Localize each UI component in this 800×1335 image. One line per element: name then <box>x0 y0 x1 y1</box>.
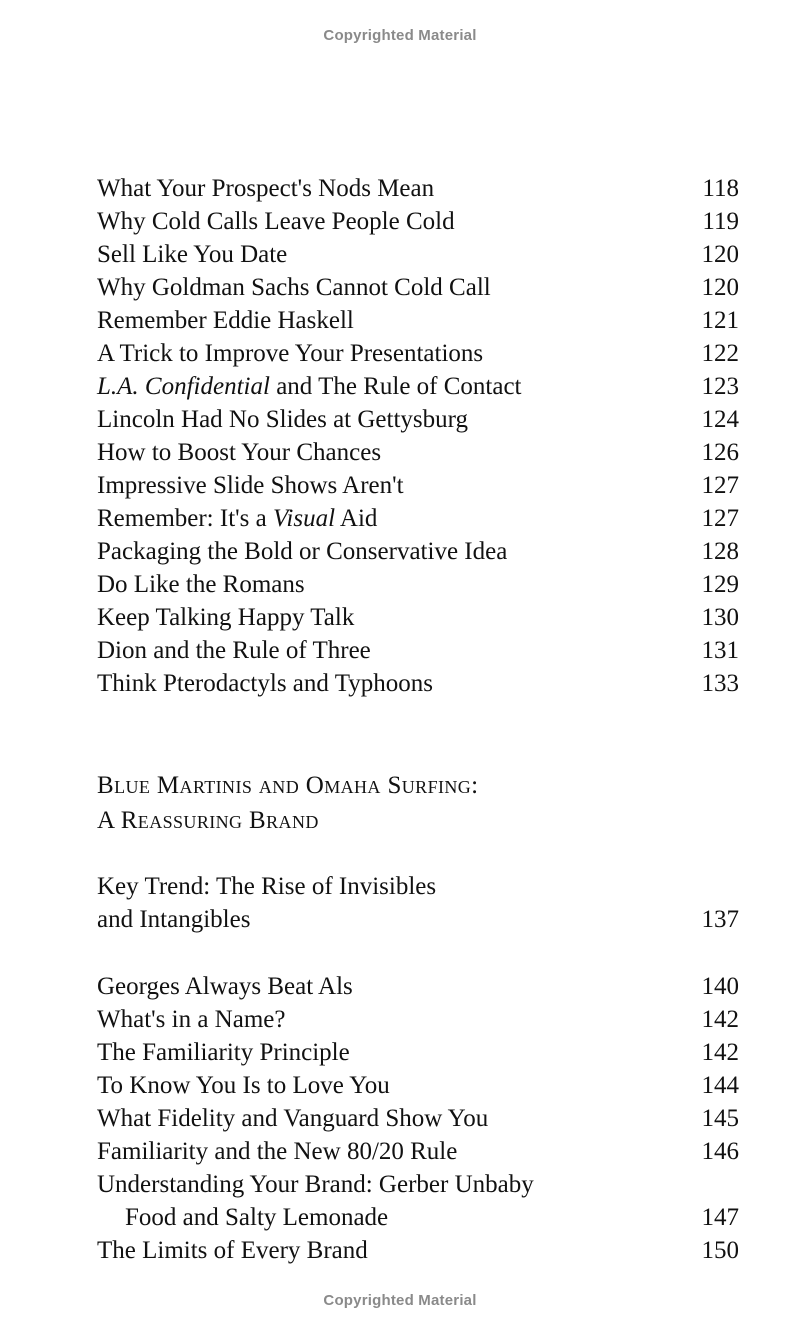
toc-entry-title: Dion and the Rule of Three <box>97 637 371 664</box>
toc-entry-title: Why Cold Calls Leave People Cold <box>97 208 455 235</box>
key-trend-title-line1: Key Trend: The Rise of Invisibles <box>97 873 437 900</box>
toc-entry-page: 128 <box>701 538 739 565</box>
toc-entry <box>97 1135 739 1168</box>
toc-entry-page: 145 <box>701 1105 739 1132</box>
toc-entry-page: 144 <box>701 1072 739 1099</box>
toc-entry-page: 131 <box>701 637 739 664</box>
toc-entry-title: Georges Always Beat Als <box>97 973 353 1000</box>
toc-entry-title-end: Aid <box>335 505 378 532</box>
toc-entry <box>97 436 739 469</box>
toc-entry-title: Think Pterodactyls and Typhoons <box>97 670 433 697</box>
toc-entry-continuation <box>97 1201 739 1234</box>
toc-entry-page: 123 <box>701 373 739 400</box>
toc-list-2 <box>97 970 739 1267</box>
toc-entry-title: Impressive Slide Shows Aren't <box>97 472 404 499</box>
toc-entry-title-italic: L.A. Confidential <box>97 373 270 400</box>
key-trend-line2 <box>97 903 739 936</box>
toc-entry-title: Packaging the Bold or Conservative Idea <box>97 538 508 565</box>
toc-entry <box>97 568 739 601</box>
toc-entry-page: 124 <box>701 406 739 433</box>
toc-entry-title: Familiarity and the New 80/20 Rule <box>97 1138 458 1165</box>
toc-list-1 <box>97 172 739 700</box>
toc-entry-page: 129 <box>701 571 739 598</box>
toc-entry-title: The Limits of Every Brand <box>97 1237 368 1264</box>
key-trend-title-line2: and Intangibles <box>97 906 251 933</box>
toc-entry-title: What Your Prospect's Nods Mean <box>97 175 435 202</box>
toc-entry <box>97 667 739 700</box>
toc-entry-title: A Trick to Improve Your Presentations <box>97 340 484 367</box>
toc-entry-title: How to Boost Your Chances <box>97 439 382 466</box>
toc-entry-page: 130 <box>701 604 739 631</box>
toc-entry-title-italic: Visual <box>272 505 336 532</box>
toc-entry-title: Understanding Your Brand: Gerber Unbaby <box>97 1171 534 1198</box>
toc-entry-page: 126 <box>701 439 739 466</box>
toc-entry-title: What Fidelity and Vanguard Show You <box>97 1105 489 1132</box>
toc-entry-title: Do Like the Romans <box>97 571 305 598</box>
toc-entry-title <box>97 370 522 403</box>
toc-entry <box>97 172 739 205</box>
toc-entry-page: 119 <box>702 208 739 235</box>
watermark-bottom: Copyrighted Material <box>323 1292 477 1309</box>
toc-entry <box>97 238 739 271</box>
watermark-top: Copyrighted Material <box>323 27 477 44</box>
toc-entry-page: 121 <box>701 307 739 334</box>
toc-entry <box>97 970 739 1003</box>
toc-entry-title: To Know You Is to Love You <box>97 1072 390 1099</box>
toc-entry-page: 127 <box>701 505 739 532</box>
section-heading-line1: Blue Martinis and Omaha Surfing: <box>97 772 479 799</box>
toc-entry-title: Remember Eddie Haskell <box>97 307 354 334</box>
toc-entry <box>97 271 739 304</box>
toc-entry-title: Sell Like You Date <box>97 241 288 268</box>
toc-entry <box>97 1036 739 1069</box>
toc-entry-title: The Familiarity Principle <box>97 1039 350 1066</box>
toc-entry <box>97 1003 739 1036</box>
toc-entry-page: 142 <box>701 1006 739 1033</box>
toc-entry-page: 147 <box>701 1204 739 1231</box>
toc-entry-title: Keep Talking Happy Talk <box>97 604 355 631</box>
toc-entry <box>97 469 739 502</box>
toc-entry-title-start: Remember: It's a <box>97 505 273 532</box>
toc-entry-page: 146 <box>701 1138 739 1165</box>
toc-entry-page: 133 <box>701 670 739 697</box>
toc-entry-title: Food and Salty Lemonade <box>125 1204 389 1231</box>
toc-entry <box>97 1102 739 1135</box>
toc-entry-title: Why Goldman Sachs Cannot Cold Call <box>97 274 491 301</box>
toc-entry-title <box>97 502 377 535</box>
toc-entry-title-rest: and The Rule of Contact <box>269 373 522 400</box>
toc-entry-title: Lincoln Had No Slides at Gettysburg <box>97 406 469 433</box>
toc-entry-page: 120 <box>701 241 739 268</box>
toc-entry-page: 142 <box>701 1039 739 1066</box>
toc-entry-page: 140 <box>701 973 739 1000</box>
toc-entry-page: 118 <box>702 175 739 202</box>
toc-entry <box>97 403 739 436</box>
toc-entry <box>97 601 739 634</box>
key-trend-page: 137 <box>701 906 739 933</box>
toc-entry <box>97 205 739 238</box>
toc-entry-page: 150 <box>701 1237 739 1264</box>
toc-entry <box>97 1069 739 1102</box>
toc-entry <box>97 502 739 535</box>
key-trend-line1 <box>97 870 739 903</box>
key-trend-block <box>97 870 739 936</box>
toc-entry <box>97 370 739 403</box>
toc-entry-title: What's in a Name? <box>97 1006 286 1033</box>
section-heading-line2: A Reassuring Brand <box>97 807 319 834</box>
toc-entry-page: 122 <box>701 340 739 367</box>
toc-entry <box>97 304 739 337</box>
toc-entry-page: 127 <box>701 472 739 499</box>
toc-entry <box>97 1168 739 1201</box>
toc-entry <box>97 337 739 370</box>
toc-entry <box>97 634 739 667</box>
toc-entry <box>97 535 739 568</box>
toc-entry-page: 120 <box>701 274 739 301</box>
toc-entry <box>97 1234 739 1267</box>
